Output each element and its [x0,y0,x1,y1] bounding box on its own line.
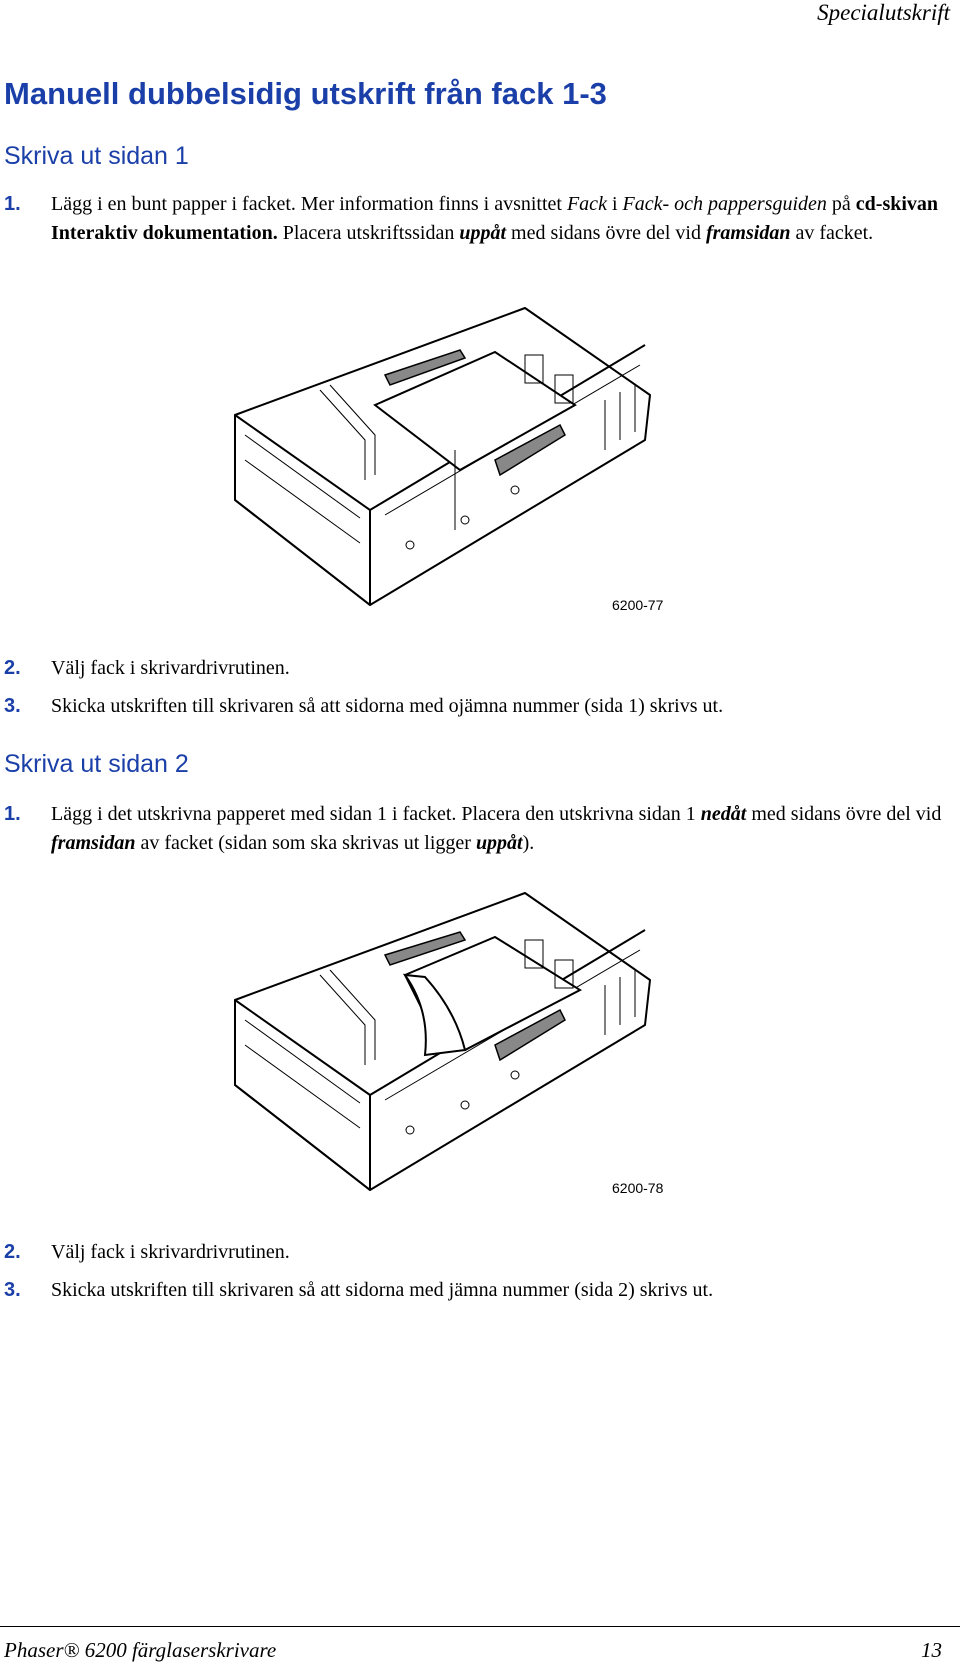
step-number: 2. [4,1241,21,1263]
footer-product-name: Phaser® 6200 färglaserskrivare [4,1638,277,1662]
step-3-page1 [4,692,954,721]
step-text: med sidans övre del vid [506,222,706,244]
step-2-page2 [4,1238,954,1267]
emphasis-front: framsidan [51,832,136,854]
footer-divider [0,1626,960,1627]
emphasis-front: framsidan [705,222,791,244]
step-text: av facket. [790,222,874,244]
page-title: Manuell dubbelsidig utskrift från fack 1-3 [4,76,607,111]
step-text: av facket (sidan som ska skrivas ut ligger [135,832,476,854]
step-number: 3. [4,695,21,717]
step-text: Lägg i en bunt papper i facket. Mer information finns i avsnittet [51,193,567,215]
page-number: 13 [921,1638,942,1662]
step-text: i [606,193,623,215]
step-1-page2 [4,800,954,858]
step-number: 1. [4,193,21,215]
section-heading-page1: Skriva ut sidan 1 [4,142,189,170]
step-text: Placera utskriftssidan [277,222,460,244]
step-text: Välj fack i skrivardrivrutinen. [51,1241,290,1263]
step-2-page1 [4,654,954,683]
paper-tray-illustration-page1 [225,300,675,620]
step-1-page1 [4,190,954,248]
section-heading-page2: Skriva ut sidan 2 [4,750,189,778]
emphasis-up: uppåt [475,832,523,854]
step-text: Skicka utskriften till skrivaren så att sidorna med jämna nummer (sida 2) skrivs ut. [51,1279,714,1301]
step-text: Skicka utskriften till skrivaren så att sidorna med ojämna nummer (sida 1) skrivs ut. [51,695,724,717]
step-text: ). [522,832,535,854]
step-text: på [826,193,856,215]
step-number: 3. [4,1279,21,1301]
figure-label: 6200-78 [612,1180,664,1196]
emphasis-down: nedåt [700,803,747,825]
step-3-page2 [4,1276,954,1305]
step-text: med sidans övre del vid [746,803,942,825]
running-header: Specialutskrift [817,0,950,25]
reference-link-fack: Fack [566,193,607,215]
figure-label: 6200-77 [612,597,664,613]
step-number: 1. [4,803,21,825]
step-number: 2. [4,657,21,679]
step-text: Välj fack i skrivardrivrutinen. [51,657,290,679]
reference-cd-title: cd-skivan Interaktiv dokumentation. [51,193,939,244]
reference-guide-title: Fack- och pappersguiden [622,193,827,215]
step-text: Lägg i det utskrivna papperet med sidan 1 i facket. Placera den utskrivna sidan 1 [51,803,701,825]
emphasis-up: uppåt [459,222,507,244]
paper-tray-illustration-page2 [225,885,675,1205]
